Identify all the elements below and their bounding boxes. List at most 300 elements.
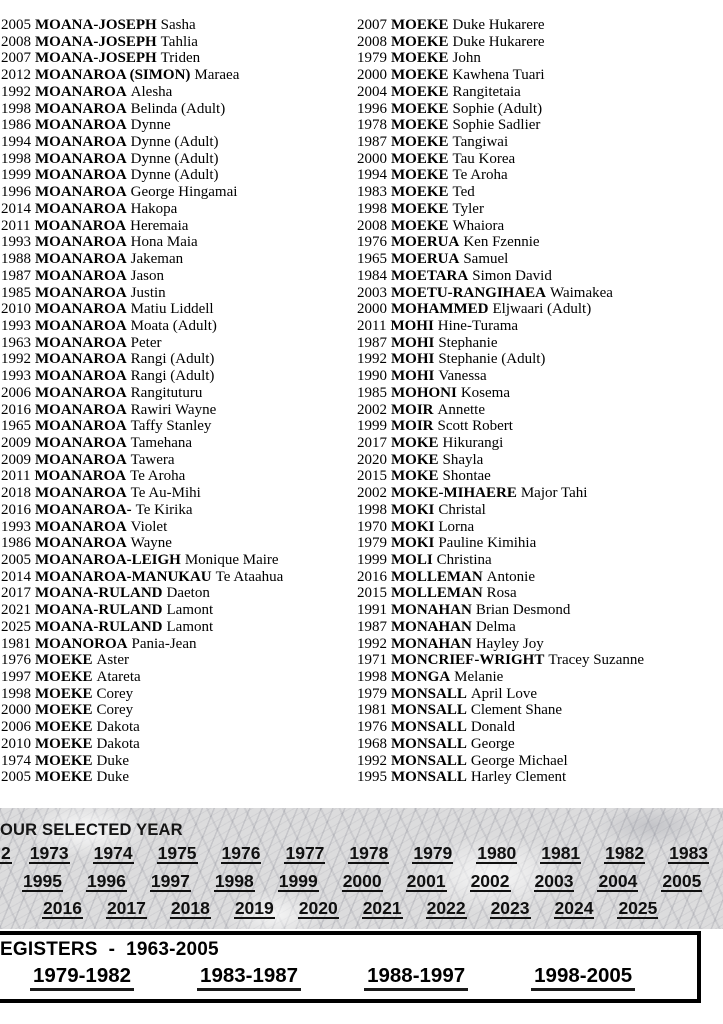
entry-surname: MOEKE: [391, 200, 449, 217]
entry-given-name: Melanie: [454, 669, 504, 686]
register-entry: [357, 184, 644, 201]
entry-surname: MOHI: [390, 317, 434, 334]
register-entry: [357, 117, 644, 134]
register-entry: [1, 134, 283, 151]
entry-given-name: Corey: [96, 685, 134, 702]
entry-surname: MONAHAN: [391, 618, 472, 635]
entry-year: 2007: [357, 17, 387, 33]
entry-given-name: Tangiwai: [452, 134, 509, 151]
register-range-link-1983-1987[interactable]: 1983-1987: [197, 965, 301, 991]
entry-year: 1976: [357, 234, 387, 251]
entry-year: 2014: [1, 200, 31, 217]
entry-given-name: Stephanie: [438, 334, 498, 351]
registers-box-links: [0, 965, 697, 991]
entry-year: 1976: [357, 719, 387, 736]
year-link-2023[interactable]: 2023: [490, 898, 530, 918]
entry-given-name: Tawera: [130, 451, 175, 468]
entry-surname: MOANAROA: [35, 368, 127, 385]
entry-surname: MONSALL: [391, 702, 467, 719]
entry-given-name: Sophie (Adult): [452, 100, 543, 117]
entry-year: 1978: [357, 117, 387, 134]
entry-surname: MOHI: [391, 351, 435, 368]
entry-surname: MOKE-MIHAERE: [391, 485, 517, 502]
year-link-2004[interactable]: 2004: [598, 870, 638, 891]
entry-year: 2017: [357, 434, 387, 451]
register-entry: [1, 753, 283, 770]
entry-given-name: Hayley Joy: [475, 635, 544, 652]
register-entry: [357, 552, 644, 569]
year-link-1978[interactable]: 1978: [349, 843, 389, 863]
register-entry: [1, 67, 283, 84]
entry-year: 2011: [1, 468, 31, 485]
entry-surname: MOANA-JOSEPH: [35, 33, 157, 50]
entry-year: 2006: [1, 719, 31, 736]
entry-given-name: George Michael: [470, 752, 568, 769]
register-entry: [357, 234, 644, 251]
entry-given-name: Clement Shane: [470, 702, 563, 719]
register-entry: [357, 736, 644, 753]
entry-year: 1998: [1, 685, 31, 702]
entry-year: 1991: [357, 602, 387, 619]
entry-year: 1986: [1, 117, 31, 134]
year-link-1995[interactable]: 1995: [23, 870, 62, 891]
register-entry: [357, 485, 644, 502]
entry-given-name: Scott Robert: [437, 418, 513, 435]
entry-surname: MOANAROA: [35, 535, 127, 552]
year-nav-row-3: [42, 900, 658, 919]
year-link-2024[interactable]: 2024: [554, 898, 594, 918]
year-link-1980[interactable]: 1980: [477, 843, 517, 863]
year-link-1976[interactable]: 1976: [221, 843, 261, 863]
entry-surname: MOANAROA: [35, 117, 127, 134]
entry-given-name: Dakota: [96, 719, 140, 736]
entry-given-name: Pauline Kimihia: [438, 535, 537, 552]
entry-year: 1999: [1, 167, 31, 184]
year-link-2002[interactable]: 2002: [470, 870, 510, 891]
entry-year: 2002: [357, 485, 387, 502]
entry-given-name: Aster: [96, 652, 130, 669]
entry-surname: MOEKE: [391, 150, 449, 167]
register-range-link-1979-1982[interactable]: 1979-1982: [30, 965, 134, 991]
register-entry: [1, 50, 283, 67]
year-link-1983[interactable]: 1983: [669, 843, 709, 863]
entry-surname: MOKI: [391, 501, 435, 518]
year-link-1973[interactable]: 1973: [29, 843, 69, 863]
entry-given-name: Waimakea: [550, 284, 613, 301]
entry-surname: MOEKE: [35, 752, 93, 769]
register-entry: [1, 452, 283, 469]
entry-year: 1998: [357, 501, 387, 518]
year-link-1979[interactable]: 1979: [413, 843, 453, 863]
entry-surname: MOLI: [391, 552, 433, 568]
register-entry: [1, 535, 283, 552]
register-entry: [357, 753, 644, 770]
register-entry: [1, 385, 283, 402]
register-entry: [357, 602, 644, 619]
year-link-2020[interactable]: 2020: [298, 898, 338, 918]
register-entry: [1, 402, 283, 419]
entry-surname: MONAHAN: [391, 635, 472, 652]
entry-year: 1981: [1, 635, 31, 652]
entry-given-name: Tau Korea: [452, 150, 516, 167]
year-link-2017[interactable]: 2017: [106, 898, 146, 918]
year-link-1998[interactable]: 1998: [214, 870, 254, 891]
entry-given-name: Pania-Jean: [131, 635, 197, 652]
entry-given-name: Duke: [96, 769, 130, 786]
year-link-1977[interactable]: 1977: [285, 843, 325, 863]
register-entry: [1, 736, 283, 753]
entry-given-name: Atareta: [96, 669, 141, 686]
entry-surname: MOANAROA: [35, 451, 127, 468]
register-entry: [357, 285, 644, 302]
entry-surname: MOANA-RULAND: [35, 585, 163, 602]
entry-given-name: Monique Maire: [184, 552, 279, 568]
entry-surname: MONSALL: [391, 685, 467, 702]
register-entry: [1, 418, 283, 435]
entry-surname: MOANAROA: [35, 284, 127, 301]
entry-given-name: Sasha: [160, 17, 196, 33]
register-entry: [357, 452, 644, 469]
entry-surname: MOANAROA-MANUKAU: [35, 568, 212, 585]
entry-given-name: Harley Clement: [470, 769, 567, 786]
entry-year: 2020: [357, 451, 387, 468]
register-entry: [357, 619, 644, 636]
entry-given-name: Kawhena Tuari: [452, 67, 545, 84]
year-link-2021[interactable]: 2021: [362, 898, 402, 918]
entry-year: 2011: [357, 317, 387, 334]
entry-year: 1993: [1, 518, 31, 535]
entry-given-name: Tamehana: [130, 434, 193, 451]
entry-given-name: Daeton: [166, 585, 210, 602]
register-entry: [357, 385, 644, 402]
entry-year: 1984: [357, 267, 387, 284]
entry-year: 1996: [1, 184, 31, 201]
entry-given-name: Heremaia: [130, 217, 189, 234]
entry-surname: MOEKE: [391, 50, 449, 67]
entry-given-name: Te Au-Mihi: [130, 485, 201, 502]
entry-surname: MOERUA: [391, 251, 460, 268]
register-entry: [1, 552, 283, 569]
entry-given-name: Maraea: [194, 67, 240, 84]
entry-surname: MOANAROA: [35, 418, 127, 435]
entry-year: 1987: [357, 618, 387, 635]
entry-given-name: Lamont: [166, 618, 214, 635]
register-entry: [357, 719, 644, 736]
register-entry: [357, 268, 644, 285]
entry-surname: MOANA-RULAND: [35, 602, 163, 619]
entry-year: 2005: [1, 769, 31, 786]
entry-year: 2025: [1, 618, 31, 635]
entry-year: 1998: [1, 150, 31, 167]
entry-surname: MOANAROA: [35, 317, 127, 334]
entry-year: 1996: [357, 100, 387, 117]
register-entry: [1, 602, 283, 619]
entry-year: 1992: [357, 351, 387, 368]
year-link-2000[interactable]: 2000: [342, 870, 382, 891]
entry-given-name: Dakota: [96, 735, 140, 752]
register-entry: [1, 335, 283, 352]
entry-year: 1998: [1, 100, 31, 117]
year-link-2018[interactable]: 2018: [170, 898, 210, 918]
entry-given-name: Tyler: [452, 200, 484, 217]
year-nav-band: [0, 808, 723, 929]
entry-year: 1965: [1, 418, 31, 435]
entry-surname: MOANAROA: [35, 167, 127, 184]
entry-surname: MOANAROA: [34, 468, 127, 485]
entry-surname: MOEKE: [35, 652, 93, 669]
entry-given-name: Triden: [160, 50, 201, 67]
entry-year: 2012: [1, 67, 31, 84]
year-link-1982[interactable]: 1982: [605, 843, 645, 863]
register-entry: [1, 669, 283, 686]
entry-year: 2000: [357, 150, 387, 167]
entry-year: 2021: [1, 602, 31, 619]
entry-surname: MOEKE: [391, 217, 449, 234]
register-entry: [357, 84, 644, 101]
entry-year: 1974: [1, 752, 31, 769]
entry-year: 1999: [357, 552, 387, 568]
register-entry: [1, 201, 283, 218]
entry-given-name: Rangi (Adult): [130, 368, 215, 385]
year-link-2001[interactable]: 2001: [406, 870, 446, 891]
entry-given-name: Christal: [438, 501, 486, 518]
entry-surname: MOHONI: [391, 384, 457, 401]
entry-given-name: Stephanie (Adult): [438, 351, 546, 368]
entry-given-name: Annette: [437, 401, 485, 418]
entry-year: 1992: [357, 635, 387, 652]
register-entry: [357, 435, 644, 452]
entry-surname: MOEKE: [391, 17, 449, 33]
entry-surname: MOANAROA: [35, 518, 127, 535]
entry-surname: MOETARA: [391, 267, 469, 284]
entry-year: 1976: [1, 652, 31, 669]
register-range-link-1998-2005[interactable]: 1998-2005: [531, 965, 635, 991]
register-entry: [357, 418, 644, 435]
entry-year: 1992: [1, 351, 31, 368]
entry-year: 2008: [1, 33, 31, 50]
entry-surname: MOANAROA: [35, 401, 127, 418]
entry-year: 1979: [357, 50, 387, 67]
entry-year: 2005: [1, 552, 31, 568]
entry-year: 1998: [357, 669, 387, 686]
entry-year: 2010: [1, 735, 31, 752]
entry-given-name: Moata (Adult): [130, 317, 217, 334]
entry-year: 1963: [1, 334, 31, 351]
entry-surname: MOIR: [391, 401, 434, 418]
year-link-2016[interactable]: 2016: [43, 898, 82, 918]
entry-given-name: Corey: [96, 702, 134, 719]
entry-year: 2016: [1, 401, 31, 418]
entry-given-name: Rawiri Wayne: [130, 401, 217, 418]
entry-year: 2005: [1, 17, 31, 33]
entry-given-name: Hikurangi: [442, 434, 504, 451]
entry-surname: MONGA: [391, 669, 451, 686]
entry-year: 2016: [1, 501, 31, 518]
register-entry: [357, 351, 644, 368]
entry-surname: MONAHAN: [391, 602, 472, 619]
entry-given-name: Rangi (Adult): [130, 351, 215, 368]
register-entry: [1, 686, 283, 703]
register-entry: [1, 468, 283, 485]
entry-year: 1979: [357, 685, 387, 702]
year-link-1981[interactable]: 1981: [541, 843, 581, 863]
register-entry: [357, 34, 644, 51]
entry-surname: MOANA-JOSEPH: [35, 50, 157, 67]
entry-given-name: Tahlia: [160, 33, 198, 50]
entry-surname: MOANAROA: [35, 267, 127, 284]
entry-given-name: Shayla: [442, 451, 484, 468]
entry-surname: MOANA-RULAND: [35, 618, 163, 635]
year-link-1974[interactable]: 1974: [93, 843, 133, 863]
entry-given-name: Alesha: [130, 83, 173, 100]
register-column-right: [357, 17, 644, 786]
entry-surname: MOANAROA: [35, 334, 127, 351]
entry-surname: MOEKE: [391, 67, 449, 84]
entry-surname: MOANAROA: [34, 217, 127, 234]
entry-surname: MOKI: [391, 535, 435, 552]
entry-given-name: Te Ataahua: [215, 568, 284, 585]
entry-year: 2008: [357, 33, 387, 50]
entry-year: 1990: [357, 368, 387, 385]
entry-given-name: Vanessa: [438, 368, 487, 385]
year-nav-row-2: [22, 870, 702, 892]
entry-year: 1987: [357, 134, 387, 151]
register-entry: [357, 301, 644, 318]
register-entry: [357, 50, 644, 67]
register-entry: [357, 468, 644, 485]
register-entry: [357, 167, 644, 184]
entry-year: 1997: [1, 669, 31, 686]
entry-surname: MOANA-JOSEPH: [35, 17, 157, 33]
register-entry: [1, 234, 283, 251]
register-entry: [357, 535, 644, 552]
register-entry: [357, 585, 644, 602]
entry-surname: MOHAMMED: [391, 301, 489, 318]
entry-given-name: John: [452, 50, 481, 67]
entry-year: 1970: [357, 518, 387, 535]
year-link-2019[interactable]: 2019: [234, 898, 274, 918]
year-link-1997[interactable]: 1997: [150, 870, 190, 891]
register-entry: [1, 502, 283, 519]
register-entry: [357, 318, 644, 335]
register-entry: [357, 67, 644, 84]
year-link-partial[interactable]: 2: [1, 843, 11, 863]
entry-given-name: Duke: [96, 752, 130, 769]
register-entry: [357, 251, 644, 268]
entry-year: 1986: [1, 535, 31, 552]
entry-surname: MOANAROA: [35, 234, 127, 251]
entry-given-name: Ken Fzennie: [463, 234, 540, 251]
year-link-1975[interactable]: 1975: [157, 843, 197, 863]
entry-given-name: Matiu Liddell: [130, 301, 214, 318]
entry-surname: MOANAROA: [35, 251, 127, 268]
entry-surname: MOANAROA (SIMON): [35, 67, 191, 84]
entry-surname: MOEKE: [391, 184, 449, 201]
entry-surname: MOKE: [391, 451, 439, 468]
entry-year: 1987: [1, 267, 31, 284]
register-entry: [1, 769, 283, 786]
entry-given-name: Jakeman: [130, 251, 184, 268]
entry-year: 1993: [1, 234, 31, 251]
entry-given-name: Justin: [130, 284, 166, 301]
entry-given-name: Rangitetaia: [452, 83, 521, 100]
year-link-2005[interactable]: 2005: [662, 870, 702, 891]
entry-given-name: Samuel: [463, 251, 509, 268]
entry-year: 1992: [1, 83, 31, 100]
entry-given-name: Te Aroha: [130, 468, 186, 485]
entry-given-name: Dynne (Adult): [130, 134, 219, 151]
year-link-1996[interactable]: 1996: [86, 870, 126, 891]
entry-given-name: Donald: [470, 719, 516, 736]
register-entry: [1, 218, 283, 235]
register-entry: [1, 117, 283, 134]
entry-surname: MOEKE: [35, 702, 93, 719]
entry-given-name: Antonie: [486, 568, 535, 585]
register-entry: [357, 17, 644, 34]
year-link-1999[interactable]: 1999: [278, 870, 318, 891]
entry-surname: MOKE: [391, 434, 439, 451]
entry-surname: MONSALL: [391, 735, 467, 752]
register-entry: [357, 702, 644, 719]
entry-surname: MOANAROA: [35, 351, 127, 368]
register-entry: [1, 101, 283, 118]
register-entry: [1, 251, 283, 268]
entry-given-name: Rosa: [486, 585, 517, 602]
entry-year: 2004: [357, 83, 387, 100]
entry-surname: MONSALL: [391, 769, 467, 786]
register-range-link-1988-1997[interactable]: 1988-1997: [364, 965, 468, 991]
entry-given-name: Hakopa: [130, 200, 178, 217]
entry-year: 2000: [1, 702, 31, 719]
register-entry: [1, 519, 283, 536]
entry-year: 1971: [357, 652, 387, 669]
entry-year: 2007: [1, 50, 31, 67]
register-entry: [357, 636, 644, 653]
year-link-2025[interactable]: 2025: [618, 898, 658, 918]
entry-surname: MOANAROA-: [35, 501, 132, 518]
entry-given-name: April Love: [470, 685, 538, 702]
entry-surname: MOEKE: [391, 117, 449, 134]
entry-surname: MOANAROA: [35, 83, 127, 100]
entry-year: 1968: [357, 735, 387, 752]
entry-given-name: Wayne: [130, 535, 172, 552]
register-entry: [357, 335, 644, 352]
entry-surname: MOANAROA-LEIGH: [35, 552, 181, 568]
entry-surname: MOEKE: [35, 735, 93, 752]
entry-given-name: Taffy Stanley: [130, 418, 212, 435]
register-entry: [357, 669, 644, 686]
entry-given-name: Brian Desmond: [475, 602, 571, 619]
year-link-2003[interactable]: 2003: [534, 870, 574, 891]
entry-surname: MONSALL: [391, 719, 467, 736]
entry-surname: MOANAROA: [35, 200, 127, 217]
entry-surname: MOANAROA: [35, 134, 127, 151]
register-entry: [357, 134, 644, 151]
year-link-2022[interactable]: 2022: [426, 898, 466, 918]
entry-year: 1993: [1, 368, 31, 385]
entry-surname: MOEKE: [391, 100, 449, 117]
register-entry: [1, 151, 283, 168]
register-entry: [1, 619, 283, 636]
entry-given-name: Major Tahi: [520, 485, 588, 502]
register-entry: [1, 285, 283, 302]
entry-year: 1993: [1, 317, 31, 334]
entry-surname: MOANAROA: [35, 384, 127, 401]
entry-surname: MOEKE: [35, 685, 93, 702]
entry-surname: MOEKE: [391, 83, 449, 100]
entry-year: 1983: [357, 184, 387, 201]
entry-year: 2009: [1, 434, 31, 451]
